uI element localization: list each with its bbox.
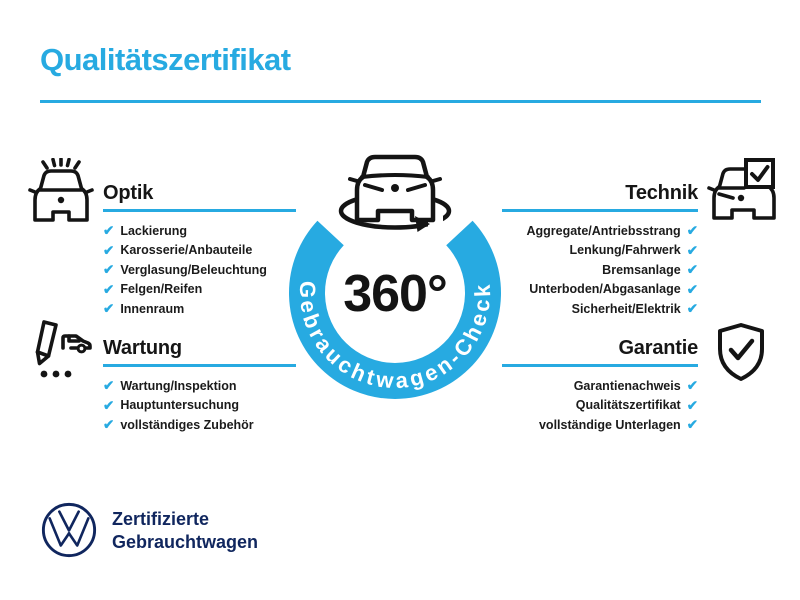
title-divider xyxy=(40,100,761,103)
page-title: Qualitätszertifikat xyxy=(40,42,291,77)
item-label: Garantienachweis xyxy=(573,378,681,393)
list-item xyxy=(103,221,267,241)
check-icon: ✔ xyxy=(686,301,698,316)
item-label: Innenraum xyxy=(120,301,185,316)
item-label: Aggregate/Antriebsstrang xyxy=(526,223,681,238)
list-item xyxy=(602,260,698,280)
section-rule-optik xyxy=(103,209,296,212)
check-icon: ✔ xyxy=(103,301,115,316)
section-rule-technik xyxy=(502,209,698,212)
list-item xyxy=(539,415,698,435)
ring-label: Gebrauchtwagen-Check xyxy=(294,280,496,394)
section-title-optik: Optik xyxy=(103,182,154,204)
item-label: Lenkung/Fahrwerk xyxy=(569,243,681,258)
check-icon: ✔ xyxy=(103,242,115,258)
wartung-checklist xyxy=(103,376,254,435)
section-title-technik: Technik xyxy=(625,182,698,204)
shield-check-icon xyxy=(712,322,770,386)
vw-logo xyxy=(40,501,98,559)
list-item xyxy=(572,299,698,319)
item-label: Karosserie/Anbauteile xyxy=(120,243,253,258)
check-icon: ✔ xyxy=(103,397,115,413)
list-item xyxy=(576,396,698,416)
item-label: Sicherheit/Elektrik xyxy=(571,301,681,316)
brand-line-2: Gebrauchtwagen xyxy=(112,532,259,552)
list-item xyxy=(103,241,267,261)
check-icon: ✔ xyxy=(103,417,115,432)
check-icon: ✔ xyxy=(103,378,115,393)
check-icon: ✔ xyxy=(103,281,115,297)
optik-checklist xyxy=(103,221,267,319)
check-icon: ✔ xyxy=(103,262,115,277)
list-item xyxy=(103,415,254,435)
item-label: vollständige Unterlagen xyxy=(538,417,681,432)
section-title-wartung: Wartung xyxy=(103,337,182,359)
list-item xyxy=(529,280,698,300)
car-rotation-icon xyxy=(341,157,449,235)
item-label: Qualitätszertifikat xyxy=(575,398,681,413)
list-item xyxy=(103,260,267,280)
check-icon: ✔ xyxy=(686,417,698,432)
list-item xyxy=(103,299,267,319)
car-checkbox-icon xyxy=(706,158,776,226)
service-checklist-icon xyxy=(27,318,95,382)
list-item xyxy=(526,221,698,241)
check-icon: ✔ xyxy=(686,242,698,258)
check-icon: ✔ xyxy=(686,281,698,297)
technik-checklist xyxy=(526,221,698,319)
brand-text xyxy=(112,508,258,554)
check-icon: ✔ xyxy=(686,262,698,277)
car-shine-icon xyxy=(27,158,95,224)
section-rule-garantie xyxy=(502,364,698,367)
degrees-label: 360° xyxy=(343,265,447,323)
item-label: Wartung/Inspektion xyxy=(120,378,237,393)
section-title-garantie: Garantie xyxy=(618,337,698,359)
check-icon: ✔ xyxy=(103,223,115,238)
item-label: Unterboden/Abgasanlage xyxy=(529,282,681,297)
item-label: Lackierung xyxy=(120,223,187,238)
item-label: Verglasung/Beleuchtung xyxy=(120,262,267,277)
garantie-checklist xyxy=(539,376,698,435)
check-icon: ✔ xyxy=(686,397,698,413)
list-item xyxy=(570,241,698,261)
360-check-graphic xyxy=(278,148,512,404)
section-rule-wartung xyxy=(103,364,296,367)
item-label: Hauptuntersuchung xyxy=(120,398,240,413)
list-item xyxy=(103,376,254,396)
brand-line-1: Zertifizierte xyxy=(112,509,210,529)
check-icon: ✔ xyxy=(686,378,698,393)
check-icon: ✔ xyxy=(686,223,698,238)
list-item xyxy=(574,376,698,396)
item-label: vollständiges Zubehör xyxy=(120,417,254,432)
list-item xyxy=(103,280,267,300)
item-label: Bremsanlage xyxy=(602,262,681,277)
list-item xyxy=(103,396,254,416)
item-label: Felgen/Reifen xyxy=(120,282,203,297)
